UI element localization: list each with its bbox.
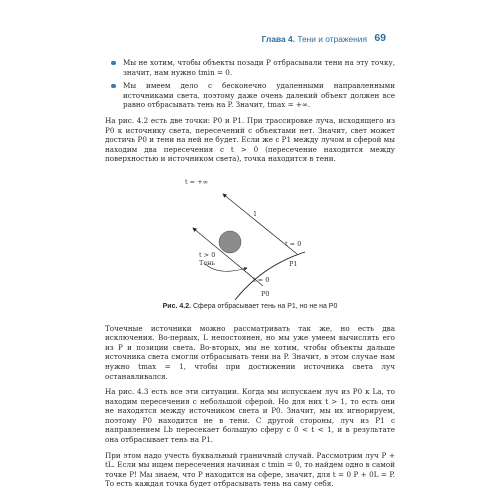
chapter-heading	[262, 34, 367, 44]
chapter-label: Глава 4.	[261, 34, 295, 44]
bullet-dot-icon	[111, 61, 116, 66]
label-p0: P0	[261, 289, 270, 298]
figure-caption	[105, 302, 395, 312]
bullet-item	[105, 81, 395, 110]
bullet-text: Мы имеем дело с бесконечно удаленными направленными источниками света, поэтому даже очень далекий объект должен все равно отбрасывать тень на P. Значит, tmax = +∞.	[123, 81, 395, 110]
paragraph: При этом надо учесть буквальный граничный случай. Рассмотрим луч P + tL. Если мы ищем пересечения начиная с tmin = 0, то найдем одно в самой точке P! Мы знаем, что P находится на сфере, значит, для t = 0 P + 0L = P. То есть каждая точка будет отбрасывать тень на саму себя.	[105, 450, 395, 489]
label-p1: P1	[289, 259, 298, 268]
label-t-zero-left: t = 0	[253, 275, 270, 284]
page-number: 69	[374, 32, 386, 44]
page-header	[0, 34, 500, 46]
shadow-diagram	[105, 170, 395, 300]
bullet-item	[105, 58, 395, 77]
label-one: 1	[253, 209, 258, 218]
caption-label: Рис. 4.2.	[162, 302, 192, 310]
bullet-dot-icon	[111, 84, 116, 89]
label-t-positive: t > 0	[199, 250, 216, 259]
page-content	[105, 58, 395, 495]
paragraph: На рис. 4.3 есть все эти ситуации. Когда мы испускаем луч из P0 к La, то находим пересечения с небольшой сферой. Но для них t > 1, то есть они не находятся между источником света и P0. Значит, мы их игнорируем, поэтому P0 находится не в тени. С другой стороны, луч из P1 с направлением Lb пересекает большую сферу с 0 < t < 1, и в результате она отбрасывает тень на P1.	[105, 387, 395, 445]
label-t-infinity: t = +∞	[185, 177, 209, 186]
caption-text: Сфера отбрасывает тень на P1, но не на P0	[193, 302, 338, 310]
bullet-list	[105, 58, 395, 110]
label-t-zero-right: t = 0	[285, 239, 302, 248]
chapter-title: Тени и отражения	[297, 34, 367, 44]
label-shadow: Тень	[199, 258, 216, 267]
paragraph: На рис. 4.2 есть две точки: P0 и P1. При трассировке луча, исходящего из P0 к источнику света, пересечений с объектами нет. Значит, свет может достичь P0 и тени на ней не будет. Если же с P1 между лучом и сферой мы находим два пересечения с t > 0 (пересечение находится между поверхностью и источником света), точка находится в тени.	[105, 115, 395, 164]
figure-4-2	[105, 170, 395, 300]
sphere	[219, 231, 241, 253]
paragraph: Точечные источники можно рассматривать так же, но есть два исключения. Во-первых, L непостоянен, но мы уже умеем вычислять его из P и позиции света. Во-вторых, мы не хотим, чтобы объекты дальше источника света смогли отбрасывать тени на P. Значит, в этом случае нам нужно tmax = 1, чтобы при достижении источника света луч останавливался.	[105, 323, 395, 381]
bullet-text: Мы не хотим, чтобы объекты позади P отбрасывали тени на эту точку, значит, нам нужно tmin = 0.	[123, 58, 395, 77]
